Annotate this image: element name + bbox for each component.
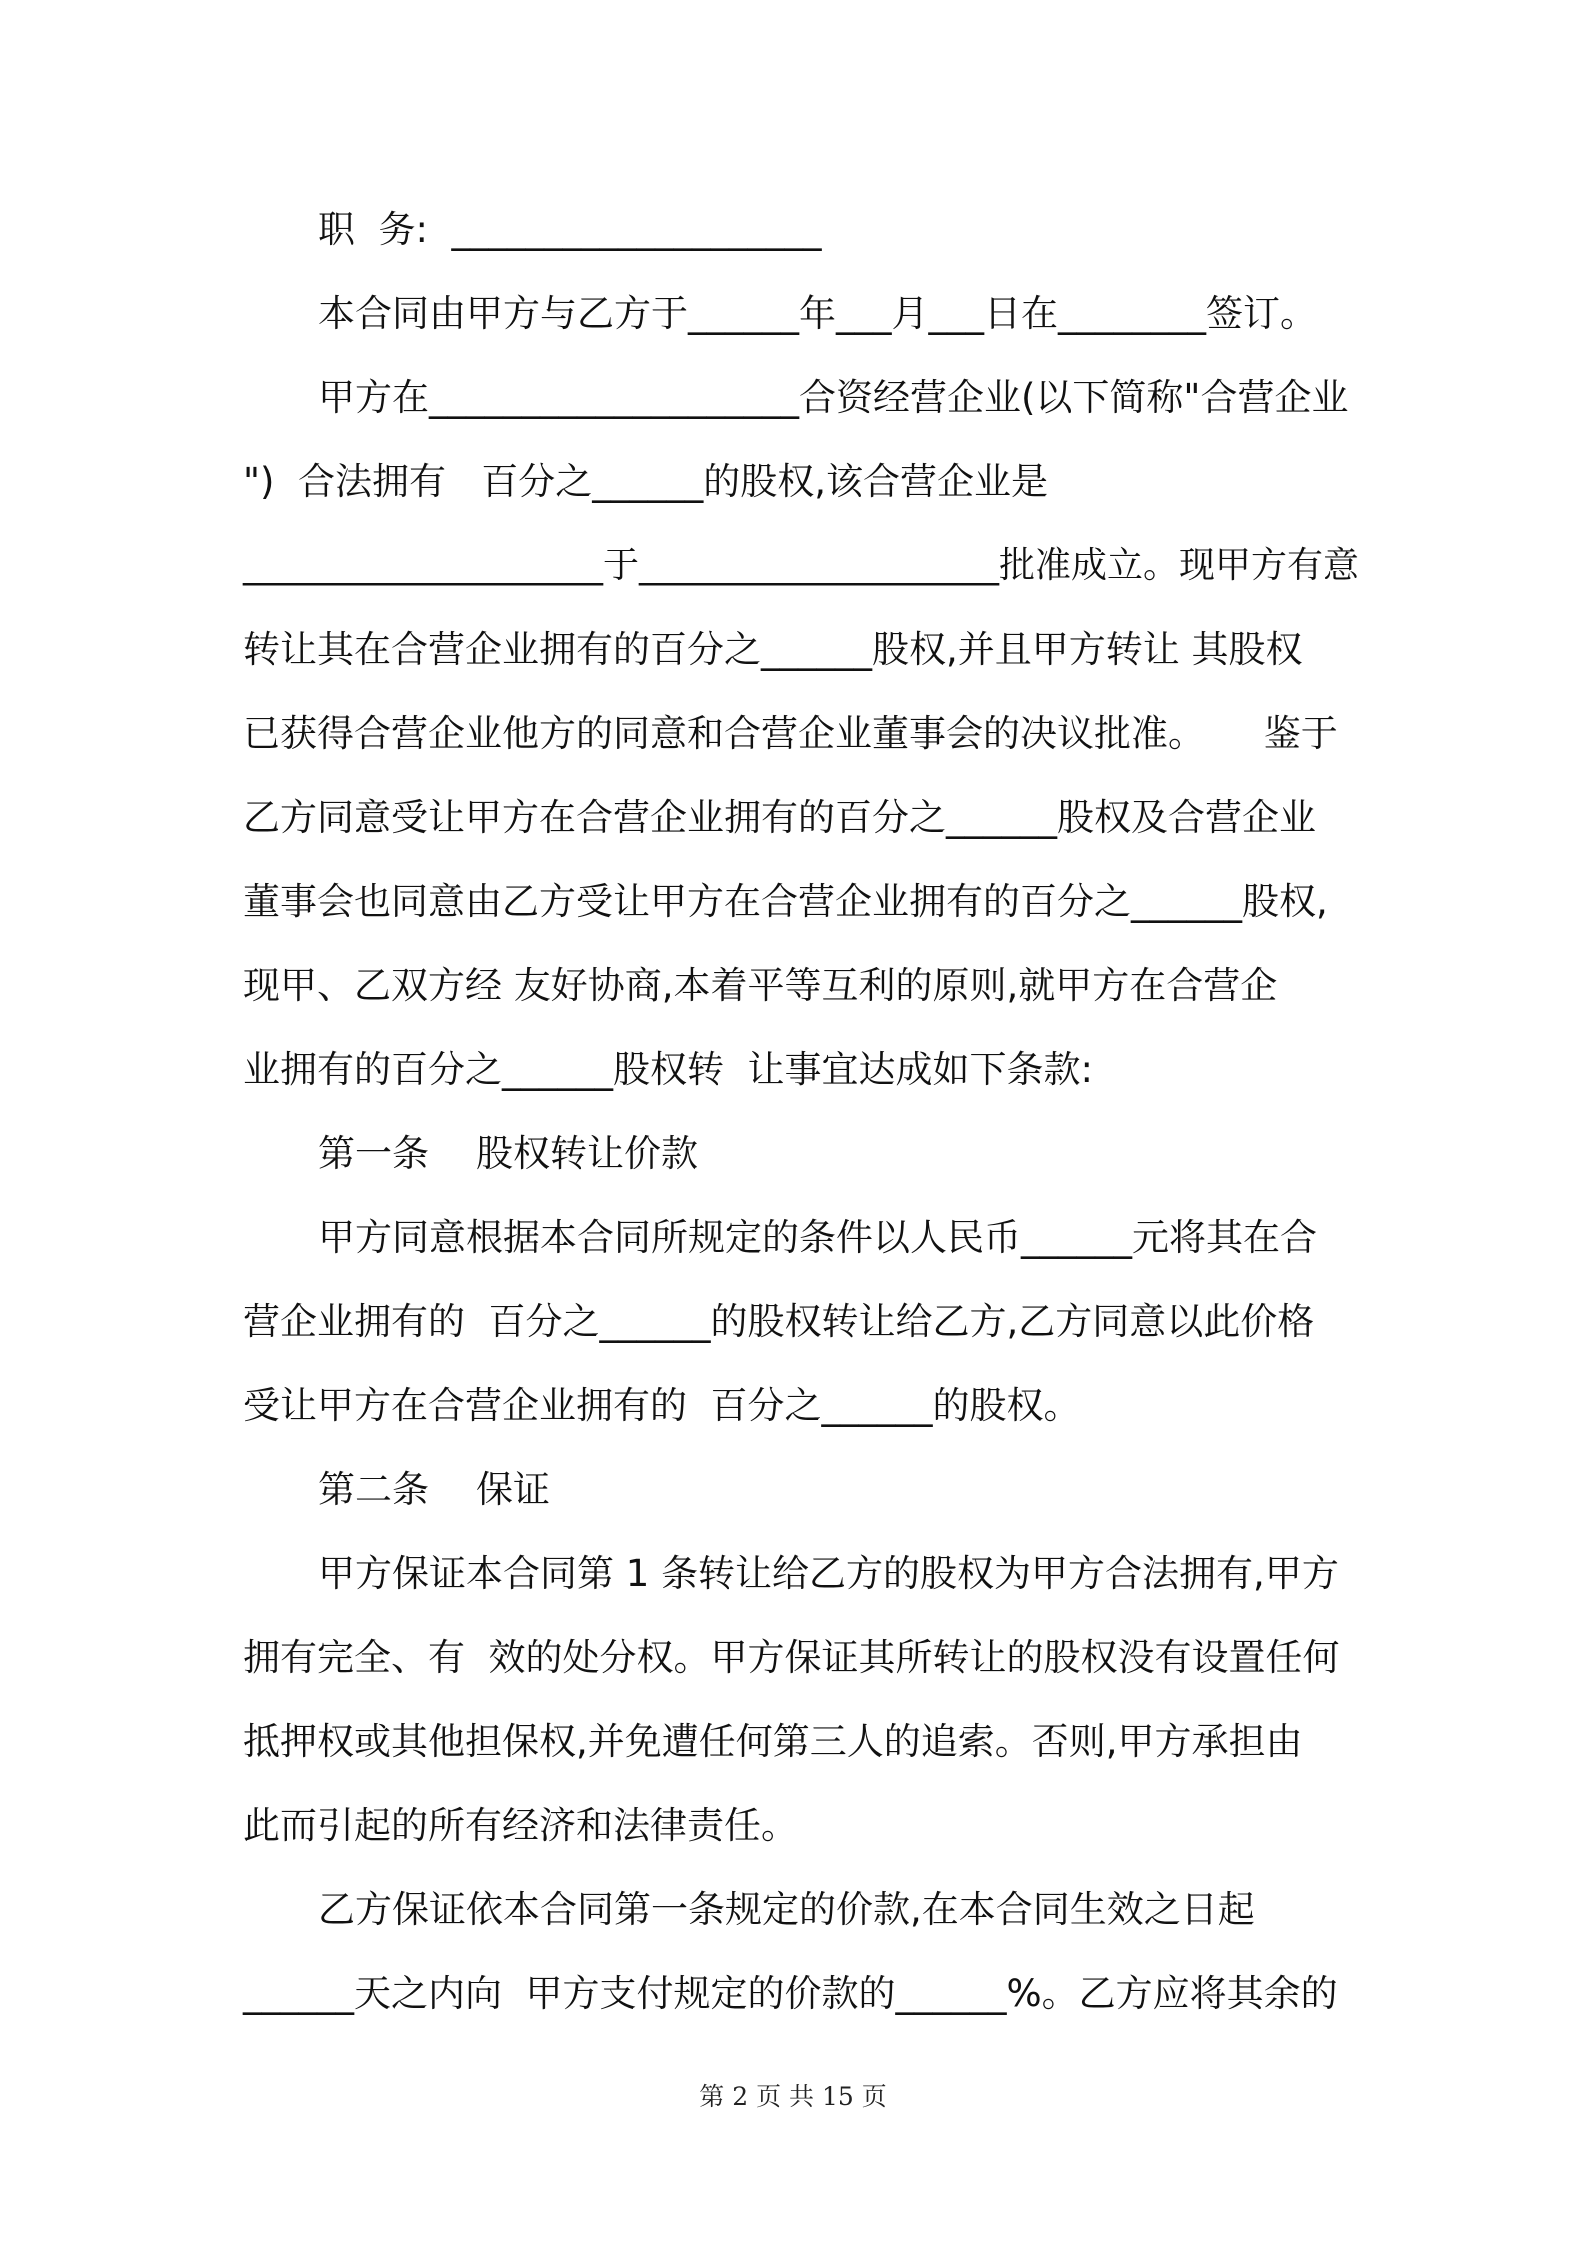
text-line: ______天之内向 甲方支付规定的价款的______%。乙方应将其余的 bbox=[243, 1972, 1338, 2015]
text-line: 乙方保证依本合同第一条规定的价款,在本合同生效之日起 bbox=[318, 1888, 1255, 1931]
article-heading: 第二条 保证 bbox=[318, 1468, 551, 1511]
text-line: 受让甲方在合营企业拥有的 百分之______的股权。 bbox=[243, 1384, 1081, 1427]
page-number-footer: 第 2 页 共 15 页 bbox=[699, 2082, 887, 2111]
text-line: 甲方在____________________合资经营企业(以下简称"合营企业 bbox=[318, 376, 1349, 419]
text-line: 职 务: ____________________ bbox=[318, 208, 822, 251]
text-line: 业拥有的百分之______股权转 让事宜达成如下条款: bbox=[243, 1048, 1093, 1091]
text-line: 乙方同意受让甲方在合营企业拥有的百分之______股权及合营企业 bbox=[243, 796, 1316, 839]
text-line: ____________________于____________________批准成立。现甲方有意 bbox=[243, 545, 1360, 586]
text-line: 营企业拥有的 百分之______的股权转让给乙方,乙方同意以此价格 bbox=[243, 1300, 1315, 1343]
text-line: 已获得合营企业他方的同意和合营企业董事会的决议批准。 鉴于 bbox=[243, 712, 1338, 755]
text-line: 抵押权或其他担保权,并免遭任何第三人的追索。否则,甲方承担由 bbox=[243, 1720, 1303, 1763]
text-line: 董事会也同意由乙方受让甲方在合营企业拥有的百分之______股权, bbox=[243, 880, 1328, 923]
text-line: 现甲、乙双方经 友好协商,本着平等互利的原则,就甲方在合营企 bbox=[243, 964, 1278, 1007]
text-line: 甲方同意根据本合同所规定的条件以人民币______元将其在合 bbox=[318, 1216, 1317, 1259]
text-line: ") 合法拥有 百分之______的股权,该合营企业是 bbox=[243, 460, 1049, 503]
article-heading: 第一条 股权转让价款 bbox=[318, 1132, 699, 1175]
text-line: 拥有完全、有 效的处分权。甲方保证其所转让的股权没有设置任何 bbox=[243, 1636, 1340, 1679]
text-line: 甲方保证本合同第 1 条转让给乙方的股权为甲方合法拥有,甲方 bbox=[318, 1552, 1339, 1595]
text-line: 转让其在合营企业拥有的百分之______股权,并且甲方转让 其股权 bbox=[243, 628, 1303, 671]
text-line: 此而引起的所有经济和法律责任。 bbox=[243, 1804, 798, 1847]
text-line: 本合同由甲方与乙方于______年___月___日在________签订。 bbox=[318, 292, 1317, 335]
